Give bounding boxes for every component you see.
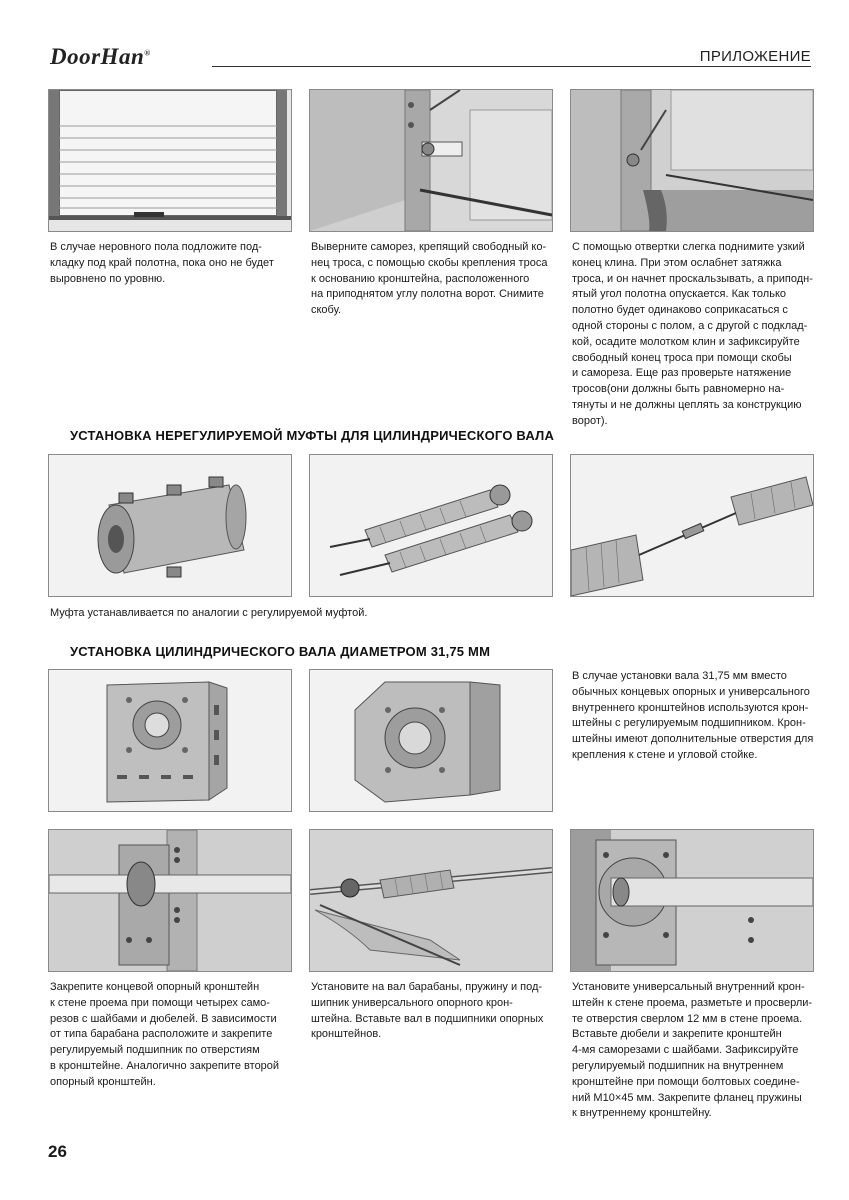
page-number: 26	[48, 1142, 67, 1161]
section-title: ПРИЛОЖЕНИЕ	[699, 48, 811, 65]
figure-wedge-screwdriver	[570, 89, 814, 232]
figure-end-bracket-install	[48, 829, 292, 972]
side-text-bearing-brackets: В случае установки вала 31,75 мм вместо обычных концевых опорных и универсального внутреннего кронштейнов используются крон- штейны с регулируемым подшипником. Крон- штейны имеют дополнительные отверстия для крепления к стене и угловой стойке.	[572, 670, 814, 761]
figure-spring-on-shaft	[570, 454, 814, 597]
figure-door-panel-shim	[48, 89, 292, 232]
registered-mark: ®	[144, 48, 151, 58]
figure-inner-bracket	[570, 829, 814, 972]
caption-end-bracket: Закрепите концевой опорный кронштейн к стене проема при помощи четырех само- резов с шайбами и дюбелей. В зависимости от типа барабана расположите и закрепите регулируемый подшипник по отверстиям в кронштейне. Аналогично закрепите второй опорный кронштейн.	[50, 981, 280, 1088]
figure-bearing-bracket-angle	[309, 669, 553, 812]
heading-cylindrical-shaft: УСТАНОВКА ЦИЛИНДРИЧЕСКОГО ВАЛА ДИАМЕТРОМ 31,75 ММ	[70, 644, 491, 659]
doorhan-logo	[50, 44, 151, 70]
figure-coupling	[48, 454, 292, 597]
figure-bearing-bracket-front	[48, 669, 292, 812]
figure-springs-on-rods	[309, 454, 553, 597]
heading-non-adjustable-coupling: УСТАНОВКА НЕРЕГУЛИРУЕМОЙ МУФТЫ ДЛЯ ЦИЛИНДРИЧЕСКОГО ВАЛА	[70, 428, 555, 443]
figure-cable-bracket	[309, 89, 553, 232]
caption-shaft-install: Установите на вал барабаны, пружину и под- шипник универсального опорного крон- штейна. Вставьте вал в подшипники опорных кронштейнов.	[311, 981, 544, 1041]
figure-shaft-drums-spring	[309, 829, 553, 972]
caption-coupling: Муфта устанавливается по аналогии с регулируемой муфтой.	[50, 607, 368, 619]
header-rule	[212, 66, 811, 67]
caption-remove-bracket: Выверните саморез, крепящий свободный ко- нец троса, с помощью скобы крепления троса к основанию кронштейна, расположенного на приподнятом углу полотна ворот. Снимите скобу.	[311, 241, 548, 317]
caption-inner-bracket: Установите универсальный внутренний крон- штейн к стене проема, разметьте и просверли- те отверстия сверлом 12 мм в стене проема. Вставьте дюбели и закрепите кронштейн 4-мя саморезами с шайбами. Зафиксируйте регулируемый подшипник на внутреннем кронштейне при помощи болтовых соедине- ний М10×45 мм. Закрепите фланец пружины к внутреннему кронштейну.	[572, 981, 813, 1120]
caption-uneven-floor: В случае неровного пола подложите под- кладку под край полотна, пока оно не будет выровнено по уровню.	[50, 241, 274, 285]
logo-text: DoorHan	[50, 44, 145, 69]
caption-wedge: С помощью отвертки слегка поднимите узкий конец клина. При этом ослабнет затяжка троса, и он начнет проскальзывать, а приподн- ятый угол полотна опускается. Как только полотно будет одинаково соприкасаться с одной стороны с полом, а с другой с подклад- кой, осадите молотком клин и зафиксируйте свободный конец троса при помощи скобы и самореза. Еще раз проверьте натяжение тросов(они должны быть равномерно на- тянуты и не должны цеплять за конструкцию ворот).	[572, 241, 813, 427]
